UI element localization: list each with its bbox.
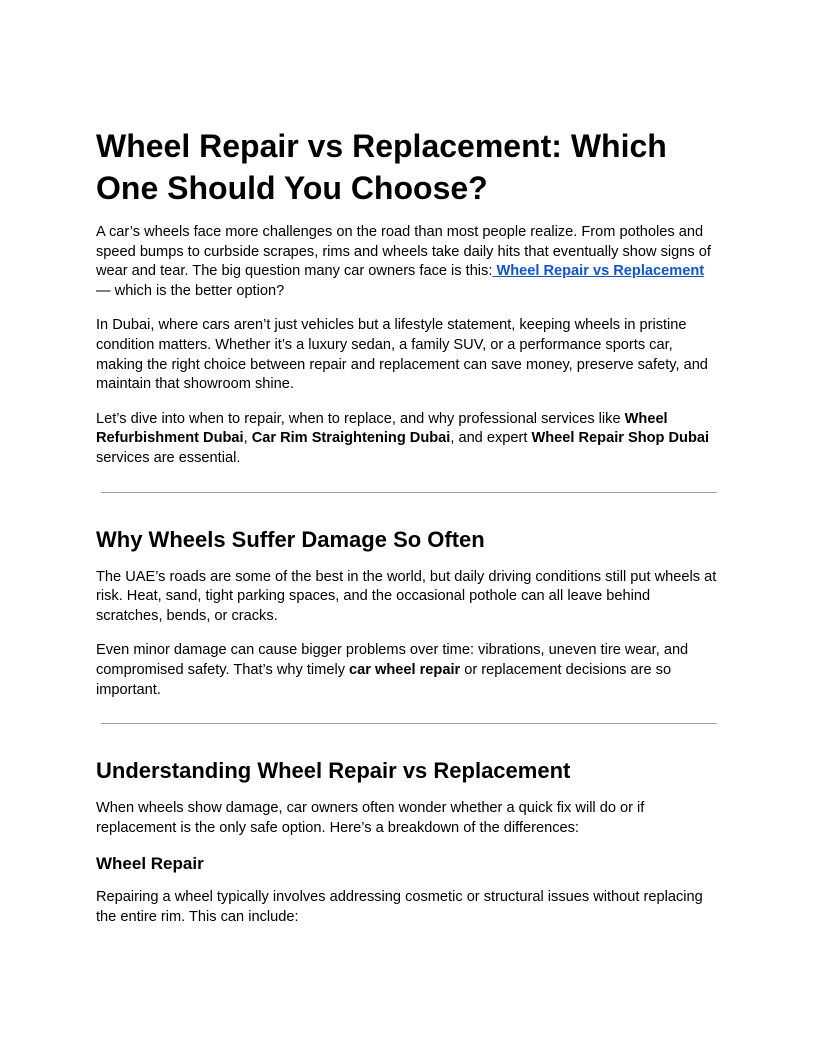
section1-p2-text-a: Even minor damage can cause bigger problems over time: vibrations, uneven tire wear, and compromised safety. That’s why timely (96, 642, 689, 678)
section-heading-damage: Why Wheels Suffer Damage So Often (96, 526, 485, 552)
car-wheel-repair-term: car wheel repair (349, 661, 461, 678)
section1-p2-text-c: or replacement decisions are so important. (96, 661, 672, 698)
section1-paragraph-2 (96, 641, 720, 700)
section-heading-understanding: Understanding Wheel Repair vs Replacement (96, 758, 571, 784)
section2-paragraph-2: Repairing a wheel typically involves addressing cosmetic or structural issues without replacing the entire rim. This can include: (96, 889, 703, 925)
section2-paragraph-1: When wheels show damage, car owners often wonder whether a quick fix will do or if replacement is the only safe option. Here’s a breakdown of the differences: (96, 800, 645, 836)
wheel-repair-shop-term: Wheel Repair Shop Dubai (531, 430, 710, 447)
rim-straightening-term: Car Rim Straightening Dubai (251, 430, 451, 447)
intro-p1-text: A car’s wheels face more challenges on the road than most people realize. From potholes and speed bumps to curbside scrapes, rims and wheels take daily hits that eventually show signs of wear and tear. The big question many car owners face is this: (96, 224, 711, 280)
wheel-repair-vs-replacement-link[interactable]: Wheel Repair vs Replacement (492, 263, 705, 280)
intro-paragraph-1 (96, 223, 720, 301)
page-title: Wheel Repair vs Replacement: Which One Should You Choose? (96, 128, 667, 206)
intro-p3-text-e: services are essential. (96, 449, 241, 466)
section1-paragraph-1: The UAE’s roads are some of the best in the world, but daily driving conditions still put wheels at risk. Heat, sand, tight parking spaces, and the occasional pothole can all leave behind scratches, bends, or cracks. (96, 568, 717, 624)
document-page (96, 125, 720, 942)
wheel-refurbishment-term: Wheel Refurbishment Dubai (96, 410, 668, 447)
intro-paragraph-2: In Dubai, where cars aren’t just vehicles but a lifestyle statement, keeping wheels in pristine condition matters. Whether it’s a luxury sedan, a family SUV, or a performance sports car, making the right choice between repair and replacement can save money, preserve safety, and maintain that showroom shine. (96, 317, 708, 393)
intro-p3-text-d: , and expert (450, 430, 532, 447)
subheading-wheel-repair: Wheel Repair (96, 854, 204, 874)
intro-paragraph-3 (96, 410, 720, 469)
intro-p1-tail: — which is the better option? (96, 282, 285, 299)
intro-p3-text-a: Let’s dive into when to repair, when to replace, and why professional services like (96, 410, 625, 427)
intro-p3-text-c: , (243, 430, 252, 447)
